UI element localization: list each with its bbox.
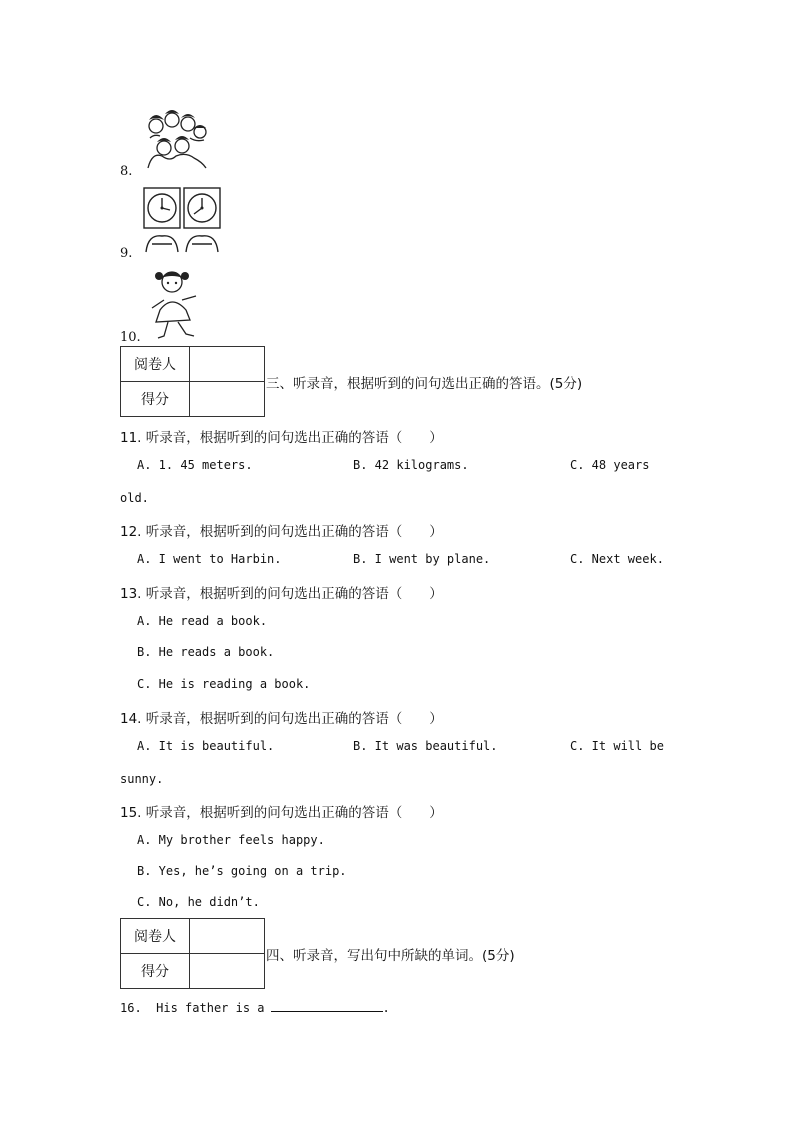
- question-number: 16.: [120, 1001, 142, 1015]
- option-c: C. No, he didn’t.: [137, 895, 260, 909]
- score-label: 得分: [121, 954, 190, 989]
- picture-number-10: 10.: [120, 330, 141, 345]
- grader-label: 阅卷人: [121, 347, 190, 382]
- clocks-and-sleeping-children-illustration: [142, 186, 222, 256]
- question-stem: 12. 听录音，根据听到的问句选出正确的答语（ ）: [120, 524, 443, 540]
- question-stem: 15. 听录音，根据听到的问句选出正确的答语（ ）: [120, 805, 443, 821]
- option-b: B. Yes, he’s going on a trip.: [137, 864, 347, 878]
- score-label: 得分: [121, 382, 190, 417]
- grader-blank: [190, 347, 265, 382]
- option-c: C. It will be: [570, 739, 664, 753]
- option-b: B. He reads a book.: [137, 645, 275, 659]
- score-blank: [190, 954, 265, 989]
- question-stem: 13. 听录音，根据听到的问句选出正确的答语（ ）: [120, 586, 443, 602]
- question-stem: 11. 听录音，根据听到的问句选出正确的答语（ ）: [120, 430, 443, 446]
- option-b: B. 42 kilograms.: [353, 458, 469, 472]
- picture-number-8: 8.: [120, 164, 133, 179]
- fill-in-question: [120, 999, 390, 1015]
- running-girl-illustration: [146, 266, 202, 342]
- question-text: His father is a: [156, 1001, 265, 1015]
- grader-label: 阅卷人: [121, 919, 190, 954]
- option-c: C. 48 years: [570, 458, 650, 472]
- section-title: 四、听录音，写出句中所缺的单词。(5分): [266, 948, 515, 964]
- grader-table: [120, 346, 265, 417]
- option-c: C. Next week.: [570, 552, 664, 566]
- picture-item-9: [142, 186, 222, 256]
- section-title: 三、听录音，根据听到的问句选出正确的答语。(5分): [266, 376, 583, 392]
- option-c: C. He is reading a book.: [137, 677, 311, 691]
- group-of-people-illustration: [142, 102, 210, 170]
- score-blank: [190, 382, 265, 417]
- option-a: A. My brother feels happy.: [137, 833, 325, 847]
- option-a: A. I went to Harbin.: [137, 552, 282, 566]
- option-a: A. He read a book.: [137, 614, 268, 628]
- question-stem: 14. 听录音，根据听到的问句选出正确的答语（ ）: [120, 711, 443, 727]
- option-wrap: sunny.: [120, 772, 164, 786]
- sentence-end: .: [382, 1001, 390, 1015]
- picture-item-10: [146, 266, 202, 342]
- option-b: B. It was beautiful.: [353, 739, 498, 753]
- grader-table: [120, 918, 265, 989]
- picture-number-9: 9.: [120, 246, 133, 261]
- picture-item-8: [142, 102, 210, 170]
- option-a: A. It is beautiful.: [137, 739, 275, 753]
- option-wrap: old.: [120, 491, 149, 505]
- answer-blank[interactable]: [271, 999, 383, 1012]
- grader-blank: [190, 919, 265, 954]
- option-a: A. 1. 45 meters.: [137, 458, 253, 472]
- option-b: B. I went by plane.: [353, 552, 491, 566]
